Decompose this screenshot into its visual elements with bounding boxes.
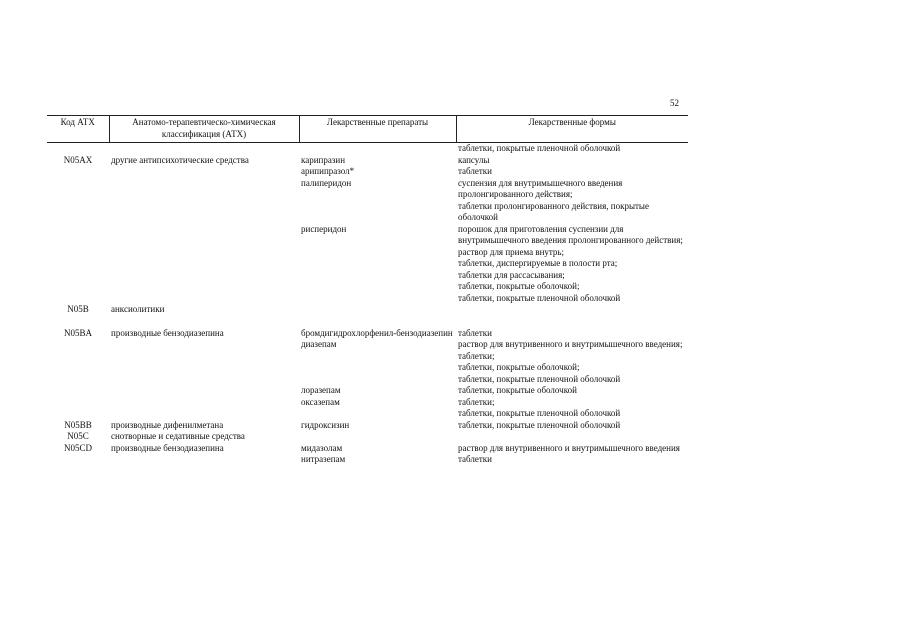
dosage-forms-cell	[456, 420, 688, 432]
dosage-form-line: таблетки, покрытые оболочкой	[458, 385, 577, 395]
atc-code-cell	[47, 397, 109, 420]
dosage-forms-cell	[456, 397, 688, 420]
table-row	[47, 143, 688, 155]
drug-name-cell: рисперидон	[301, 223, 347, 234]
atc-code-cell	[47, 178, 109, 224]
table-row	[47, 224, 688, 305]
classification-cell	[109, 385, 299, 397]
header-code: Код АТХ	[47, 116, 109, 143]
spacer-cell	[47, 316, 688, 328]
atc-code-cell	[47, 166, 109, 178]
table-row	[47, 443, 688, 455]
drug-name-cell: арипипразол*	[301, 166, 355, 176]
atc-code-cell: N05B	[67, 304, 89, 314]
dosage-form-line: таблетки, покрытые пленочной оболочкой	[458, 143, 621, 153]
dosage-form-line: таблетки	[458, 327, 493, 338]
dosage-form-line: таблетки	[458, 454, 493, 464]
table-row	[47, 166, 688, 178]
dosage-form-line: таблетки, покрытые оболочкой;	[458, 362, 580, 372]
atc-code-cell	[47, 339, 109, 385]
atc-code-cell: N05BA	[63, 327, 92, 338]
table-row	[47, 304, 688, 316]
drug-name-cell: лоразепам	[301, 385, 341, 395]
atc-code-cell: N05BB	[64, 419, 92, 430]
spacer-row	[47, 316, 688, 328]
dosage-forms-cell	[456, 143, 688, 155]
dosage-form-line: таблетки, диспергируемые в полости рта;	[458, 258, 618, 268]
classification-cell	[109, 339, 299, 385]
dosage-form-line: раствор для внутривенного и внутримышечного введения;	[458, 339, 683, 349]
table-row	[47, 454, 688, 466]
atc-code-cell	[47, 454, 109, 466]
table-row	[47, 178, 688, 224]
atc-code-cell: N05CD	[63, 442, 92, 453]
atc-code-cell	[47, 385, 109, 397]
dosage-forms-cell	[456, 224, 688, 305]
dosage-forms-cell	[456, 166, 688, 178]
atc-code-cell: N05C	[67, 431, 89, 441]
header-forms: Лекарственные формы	[456, 116, 688, 143]
dosage-forms-cell	[456, 304, 688, 316]
classification-cell: производные бензодиазепина	[111, 442, 224, 453]
dosage-form-line: таблетки, покрытые пленочной оболочкой	[458, 419, 621, 430]
classification-cell: анксиолитики	[111, 304, 165, 314]
classification-cell: производные бензодиазепина	[111, 327, 224, 338]
dosage-form-line: раствор для приема внутрь;	[458, 246, 565, 257]
classification-cell	[109, 166, 299, 178]
dosage-forms-cell	[456, 385, 688, 397]
dosage-form-line: таблетки, покрытые пленочной оболочкой	[458, 292, 621, 303]
dosage-forms-cell	[456, 339, 688, 385]
page-number: 52	[670, 98, 679, 108]
classification-cell	[109, 454, 299, 466]
atc-code-cell: N05AX	[63, 154, 93, 165]
dosage-forms-cell	[456, 178, 688, 224]
atc-code-cell	[47, 224, 109, 305]
classification-cell	[109, 178, 299, 224]
dosage-form-line: раствор для внутривенного и внутримышечного введения	[458, 442, 680, 453]
dosage-forms-cell	[456, 328, 688, 340]
drug-name-cell: нитразепам	[301, 454, 346, 464]
table-row	[47, 420, 688, 432]
classification-cell: другие антипсихотические средства	[111, 154, 249, 165]
dosage-form-line: таблетки	[458, 166, 493, 176]
drug-name-cell: палиперидон	[301, 177, 352, 188]
header-drugs: Лекарственные препараты	[299, 116, 456, 143]
dosage-form-line: таблетки;	[458, 350, 495, 361]
table-row	[47, 397, 688, 420]
drug-name-cell: мидазолам	[301, 442, 343, 453]
header-classification: Анатомо-терапевтическо-химическая классификация (АТХ)	[109, 116, 299, 143]
dosage-form-line: таблетки, покрытые оболочкой;	[458, 281, 580, 291]
dosage-form-line: капсулы	[458, 154, 490, 165]
drug-name-cell: бромдигидрохлорфенил-бензодиазепин	[301, 327, 453, 338]
dosage-form-line: таблетки, покрытые пленочной оболочкой	[458, 408, 621, 418]
table-row	[47, 431, 688, 443]
table-header	[47, 116, 688, 143]
dosage-form-line: таблетки;	[458, 396, 495, 407]
drug-name-cell: оксазепам	[301, 396, 340, 407]
drug-name-cell: карипразин	[301, 154, 346, 165]
classification-cell: производные дифенилметана	[111, 419, 224, 430]
drug-name-cell	[299, 143, 456, 155]
dosage-forms-cell	[456, 454, 688, 466]
dosage-forms-cell	[456, 443, 688, 455]
drug-name-cell	[299, 431, 456, 443]
table-body	[47, 143, 688, 466]
dosage-form-line: таблетки, покрытые пленочной оболочкой	[458, 373, 621, 384]
classification-cell	[109, 224, 299, 305]
drug-name-cell	[299, 304, 456, 316]
atc-code-cell	[47, 143, 109, 155]
drug-table	[47, 115, 688, 466]
dosage-forms-cell	[456, 155, 688, 167]
classification-cell	[109, 397, 299, 420]
table-row	[47, 155, 688, 167]
table-row	[47, 339, 688, 385]
dosage-form-line: суспензия для внутримышечного введения пролонгированного действия;	[458, 177, 623, 199]
table-row	[47, 328, 688, 340]
dosage-form-line: таблетки для рассасывания;	[458, 269, 565, 280]
dosage-form-line: таблетки пролонгированного действия, покрытые оболочкой	[458, 200, 649, 222]
classification-cell: снотворные и седативные средства	[111, 431, 245, 441]
classification-cell	[109, 143, 299, 155]
table-row	[47, 385, 688, 397]
dosage-form-line: порошок для приготовления суспензии для внутримышечного введения пролонгированного действия;	[458, 223, 683, 245]
drug-name-cell: диазепам	[301, 339, 337, 349]
dosage-forms-cell	[456, 431, 688, 443]
drug-name-cell: гидроксизин	[301, 419, 350, 430]
